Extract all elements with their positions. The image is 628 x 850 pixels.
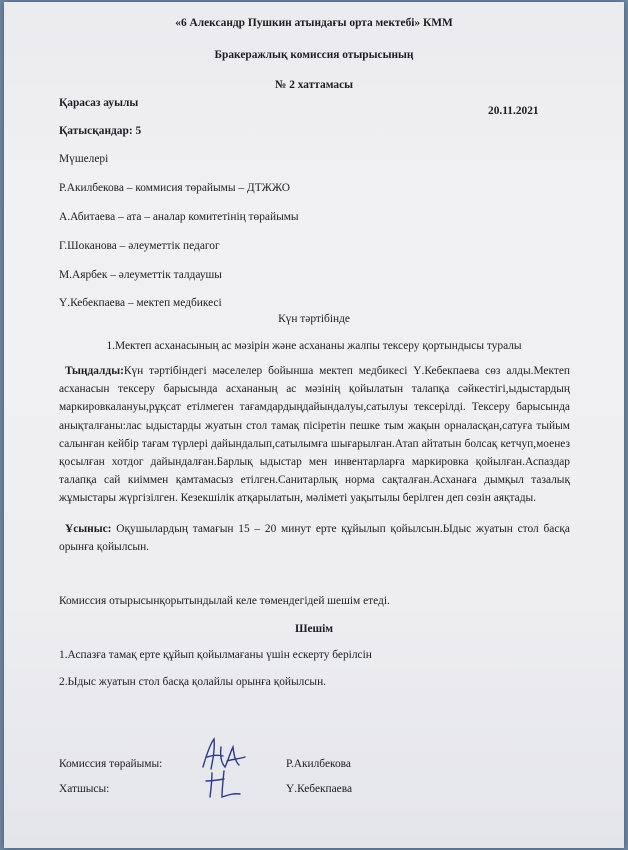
- school-name: «6 Александр Пушкин атындағы орта мектебі» КММ: [175, 17, 453, 29]
- member-item: А.Абитаева – ата – аналар комитетінің төрайымы: [59, 211, 299, 223]
- protocol-number: № 2 хаттамасы: [274, 79, 354, 91]
- chair-title: Комиссия төрайымы:: [59, 758, 163, 770]
- member-item: М.Аярбек – әлеуметтік талдаушы: [59, 269, 222, 281]
- member-item: Р.Акилбекова – коммисия төрайымы – ДТЖЖО: [59, 182, 291, 194]
- proposal-label: Ұсыныс:: [65, 523, 112, 535]
- document-page: [4, 2, 624, 848]
- members-heading: Мүшелері: [59, 153, 109, 165]
- document-date: 20.11.2021: [488, 105, 539, 117]
- agenda-heading: Күн тәртібінде: [278, 313, 350, 325]
- secretary-title: Хатшысы:: [59, 783, 110, 795]
- member-item: Ү.Кебекпаева – мектеп медбикесі: [59, 297, 222, 309]
- heard-text: Күн тәртібіндегі мәселелер бойынша мектеп медбикесі Ү.Кебекпаева сөз алды.Мектеп асханасын тексеру барысында асхананың ас мәзінің қойылатын талапқа сәйкестігі,ыдыстардың маркировкалануы,рұқсат етілмеген тағамдардыңдайындалуы,сатылуы тексерілді. Тексеру барысында анықталғаны:лас ыдыстарды жуатын стол тамақ пісіретін пешке тым жақын орналасқан,сатуға тыйым салынған кейбір тағам түрлері дайындалып,сатылымға шығарылған.Атап айтатын болсақ кетчуп,моенез қосылған хотдог дайындалған.Барлық ыдыстар мен инвентарларға маркировка қойылған.Аспаздар талапқа сай киіммен қамтамасыз етілген.Санитарлық норма сақталған.Асханаға дымқыл тазалық жұмыстары жүргізілген. Кезекшілік атқарылатын, мәліметі уақытылы берілген деп сөзін аяқтады.: [59, 365, 570, 505]
- village-name: Қарасаз ауылы: [59, 97, 139, 109]
- commission-conclusion: Комиссия отырысынқорытындылай келе төмендегідей шешім етеді.: [59, 595, 390, 607]
- proposal-paragraph: [59, 520, 570, 556]
- heard-paragraph: [59, 362, 570, 508]
- decision-item: 1.Аспазға тамақ ерте құйып қойылмағаны үшін ескерту берілсін: [59, 649, 372, 661]
- secretary-name: Ү.Кебекпаева: [286, 783, 353, 795]
- agenda-item: 1.Мектеп асханасының ас мәзірін және асхананы жалпы тексеру қортындысы туралы: [106, 340, 522, 352]
- chair-name: Р.Акилбекова: [286, 758, 351, 770]
- member-item: Г.Шоканова – әлеуметтік педагог: [59, 240, 220, 252]
- proposal-text: Оқушылардың тамағын 15 – 20 минут ерте құйылып қойылсын.Ыдыс жуатын стол басқа орынға қойылсын.: [59, 523, 570, 554]
- participants-count: Қатысқандар: 5: [59, 125, 142, 137]
- secretary-signature: [202, 767, 248, 803]
- heard-label: Тыңдалды:: [65, 365, 124, 377]
- decision-heading: Шешім: [294, 623, 334, 635]
- decision-item: 2.Ыдыс жуатын стол басқа қолайлы орынға қойылсын.: [59, 676, 327, 688]
- commission-title: Бракеражлық комиссия отырысының: [214, 49, 414, 61]
